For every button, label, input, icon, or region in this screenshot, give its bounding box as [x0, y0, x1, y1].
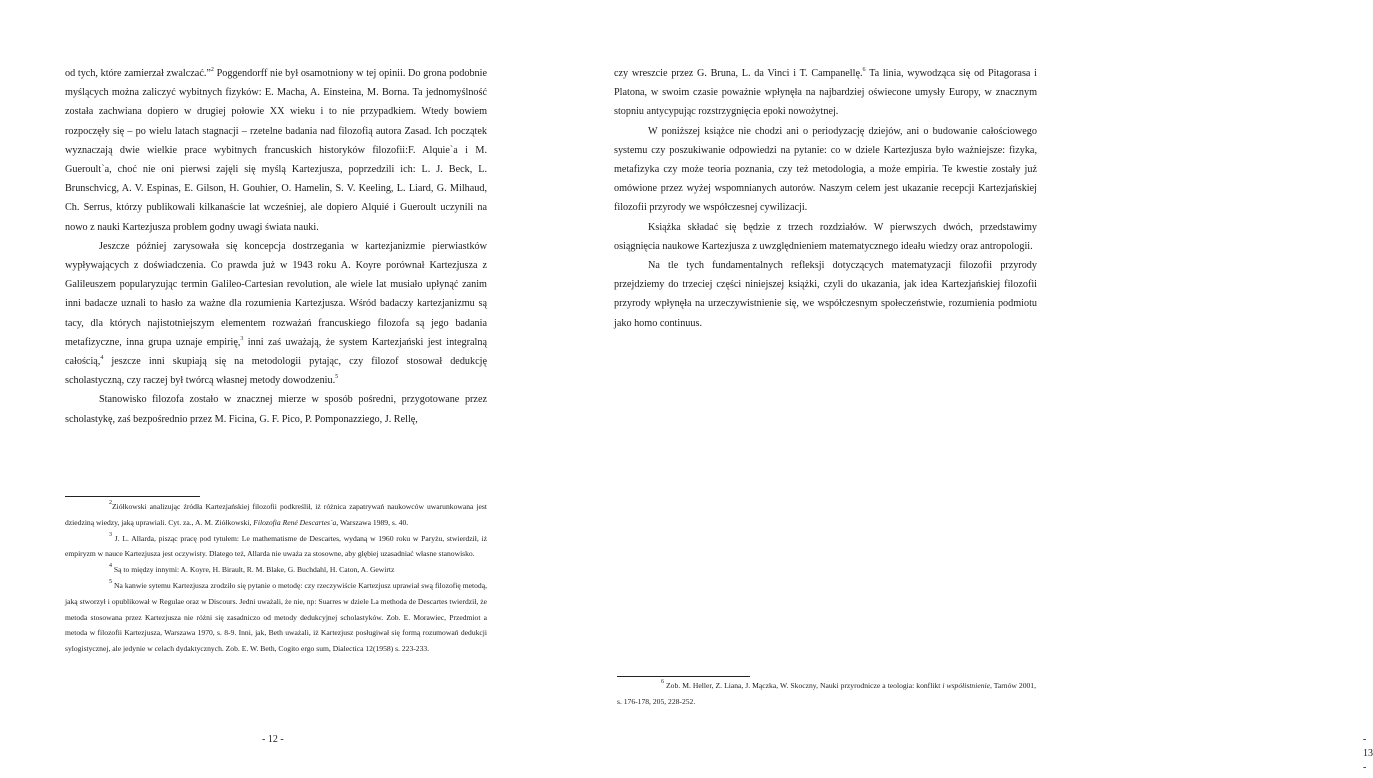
text-run: W poniższej książce nie chodzi ani o periodyzację dziejów, ani o budowanie całościowego systemu czy poszukiwanie odpowiedzi na pytanie: co w dziele Kartezjusza było ważniejsze: fizyka, metafizyka czy może teoria poznania, czy też metodologia, a może empiria. Te kwestie zostały już omówione przez wyżej wspomnianych autorów. Naszym celem jest ukazanie recepcji Kartezjańskiej filozofii przyrody we współczesnej cywilizacji.: [614, 125, 1037, 214]
page-number: - 12 -: [262, 734, 284, 745]
footnote: [65, 578, 487, 657]
text-run: , Warszawa 1989, s. 40.: [336, 517, 409, 527]
right-page: [550, 0, 1373, 778]
italic-text: Filozofia René Descartes`a: [253, 517, 337, 527]
footnotes: [617, 678, 1036, 710]
footnote-marker: 2: [109, 500, 112, 506]
paragraph: [614, 122, 1037, 218]
main-text: [65, 64, 487, 429]
footnote-separator: [617, 676, 750, 677]
text-run: Na kanwie sytemu Kartezjusza zrodziło się pytanie o metodę: czy rzeczywiście Kartezjusz uprawiał swą filozofię metodą, jaką stworzył i opublikował w Regulae oraz w Discours. Jedni uważali, że nie, np: Suarres w dziele La methoda de Descartes twierdził, że metoda stosowana przez Kartezjusza nie różni się zasadniczo od metody dedukcyjnej scholastyków. Zob. E. Morawiec, Przedmiot a metoda w filozofii Kartezjusza, Warszawa 1970, s. 8-9. Inni, jak, Beth uważali, iż Kartezjusz posługiwał się formą rozumowań dedukcji sylogistycznej, ale jedynie w celach dydaktycznych. Zob. E. W. Beth, Cogito ergo sum, Dialectica 12(1958) s. 223-233.: [65, 580, 487, 654]
footnote-marker: 2: [210, 67, 214, 73]
paragraph: [614, 218, 1037, 256]
footnote-marker: 5: [109, 578, 112, 585]
text-run: Są to między innymi: A. Koyre, H. Birault, R. M. Blake, G. Buchdahl, H. Caton, A. Gewirtz: [112, 565, 395, 575]
text-run: czy wreszcie przez G. Bruna, L. da Vinci i T. Campanellę.: [614, 68, 863, 79]
paragraph: [65, 390, 487, 428]
footnote-marker: 5: [335, 374, 339, 381]
paragraph: [65, 64, 487, 237]
text-run: Jeszcze później zarysowała się koncepcja dostrzegania w kartezjanizmie pierwiastków wypływających z doświadczenia. Co prawda już w 1943 roku A. Koyre porównał Kartezjusza z Galileuszem popularyzując termin Galileo-Cartesian revolution, ale wiele lat musiało upłynąć zanim inni badacze uznali to hasło za ważne dla rozumienia Kartezjusza. Wśród badaczy kartezjanizmu są tacy, dla których najistotniejszym elementem rozważań francuskiego filozofa są jego badania metafizyczne, inna grupa uznaje empirię,: [65, 240, 487, 348]
footnote-marker: 4: [100, 355, 104, 362]
page-number: - 13 -: [1363, 734, 1373, 773]
italic-text: i współistnienie: [942, 681, 990, 690]
footnote-marker: 6: [661, 679, 664, 685]
footnote: [65, 531, 487, 563]
main-text: [614, 64, 1037, 333]
footnote: [617, 678, 1036, 710]
text-run: Ta linia, wywodząca się od Pitagorasa i Platona, w swoim czasie poważnie wpłynęła na najbardziej oświecone umysły Europy, w znacznym stopniu antycypując rozstrzygnięcia epoki nowożytnej.: [614, 68, 1038, 118]
text-run: Stanowisko filozofa zostało w znacznej mierze w sposób pośredni, przygotowane przez scholastykę, zaś bezpośrednio przez M. Ficina, G. F. Pico, P. Pomponazziego, J. Rellę,: [65, 394, 487, 425]
paragraph: [614, 64, 1037, 122]
text-run: , Tarnów 2001, s. 176-178, 205, 228-252.: [617, 681, 1037, 706]
left-page: [0, 0, 550, 778]
text-run: Poggendorff nie był osamotniony w tej opinii. Do grona podobnie myślących można zaliczyć wybitnych fizyków: E. Macha, A. Einsteina, M. Borna. Ta jednomyślność została zachwiana dopiero w drugiej połowie XX wieku i to nie przypadkiem. Wtedy bowiem rozpoczęły się – po wielu latach stagnacji – rzetelne badania nad filozofią autora Zasad. Ich początek wyznaczają dwie wielkie prace wybitnych francuskich historyków filozofii:F. Alquie`a i M. Gueroult`a, choć nie oni pierwsi zajęli się myślą Kartezjusza, poprzedzili ich: L. J. Beck, L. Brunschvicg, A. V. Espinas, E. Gilson, H. Gouhier, O. Hamelin, S. V. Keeling, L. Liard, G. Milhaud, Ch. Serrus, którzy publikowali kilkanaście lat wcześniej, ale dopiero Alquié i Gueroult uczynili na nowo z nauki Kartezjusza problem godny uwagi świata nauki.: [65, 68, 487, 233]
text-run: J. L. Allarda, pisząc pracę pod tytułem: Le mathematisme de Descartes, wydaną w 1960 roku w Paryżu, stwierdził, iż empiryzm w nauce Kartezjusza jest oczywisty. Dlatego też, Allarda nie uważa za stosowne, aby głębiej uzasadniać własne stanowisko.: [65, 533, 487, 559]
footnote: [65, 562, 487, 578]
text-run: Zob. M. Heller, Z. Liana, J. Mączka, W. Skoczny, Nauki przyrodnicze a teologia: konflikt: [664, 681, 943, 690]
text-run: Książka składać się będzie z trzech rozdziałów. W pierwszych dwóch, przedstawimy osiągnięcia naukowe Kartezjusza z uwzględnieniem matematycznego ideału wiedzy oraz antropologii.: [614, 221, 1037, 252]
paragraph: [65, 237, 487, 391]
footnote-marker: 3: [109, 531, 112, 538]
text-run: od tych, które zamierzał zwalczać.”: [65, 68, 211, 79]
footnote-marker: 4: [109, 563, 112, 570]
footnote: [65, 499, 487, 531]
paragraph: [614, 256, 1037, 333]
text-run: Na tle tych fundamentalnych refleksji dotyczących matematyzacji filozofii przyrody przejdziemy do trzeciej części niniejszej książki, czyli do ukazania, jak idea Kartezjańskiej filozofii przyrody wpłynęła na urzeczywistnienie się, we współczesnym społeczeństwie, rozumienia podmiotu jako homo continuus.: [614, 260, 1037, 329]
footnotes: [65, 499, 487, 657]
footnote-marker: 6: [862, 67, 866, 73]
footnote-marker: 3: [240, 335, 244, 342]
text-run: inni zaś uważają, że system Kartezjański jest integralną całością,: [65, 336, 487, 368]
text-run: jeszcze inni skupiają się na metodologii pytając, czy filozof stosował dedukcję scholastyczną, czy raczej był twórcą własnej metody dowodzeniu.: [65, 356, 487, 387]
footnote-separator: [65, 496, 200, 497]
text-run: Ziółkowski analizując źródła Kartezjańskiej filozofii podkreślił, iż różnica zapatrywań naukowców uwarunkowana jest dziedziną wiedzy, jaką uprawiali. Cyt. za., A. M. Ziółkowski,: [65, 502, 487, 527]
